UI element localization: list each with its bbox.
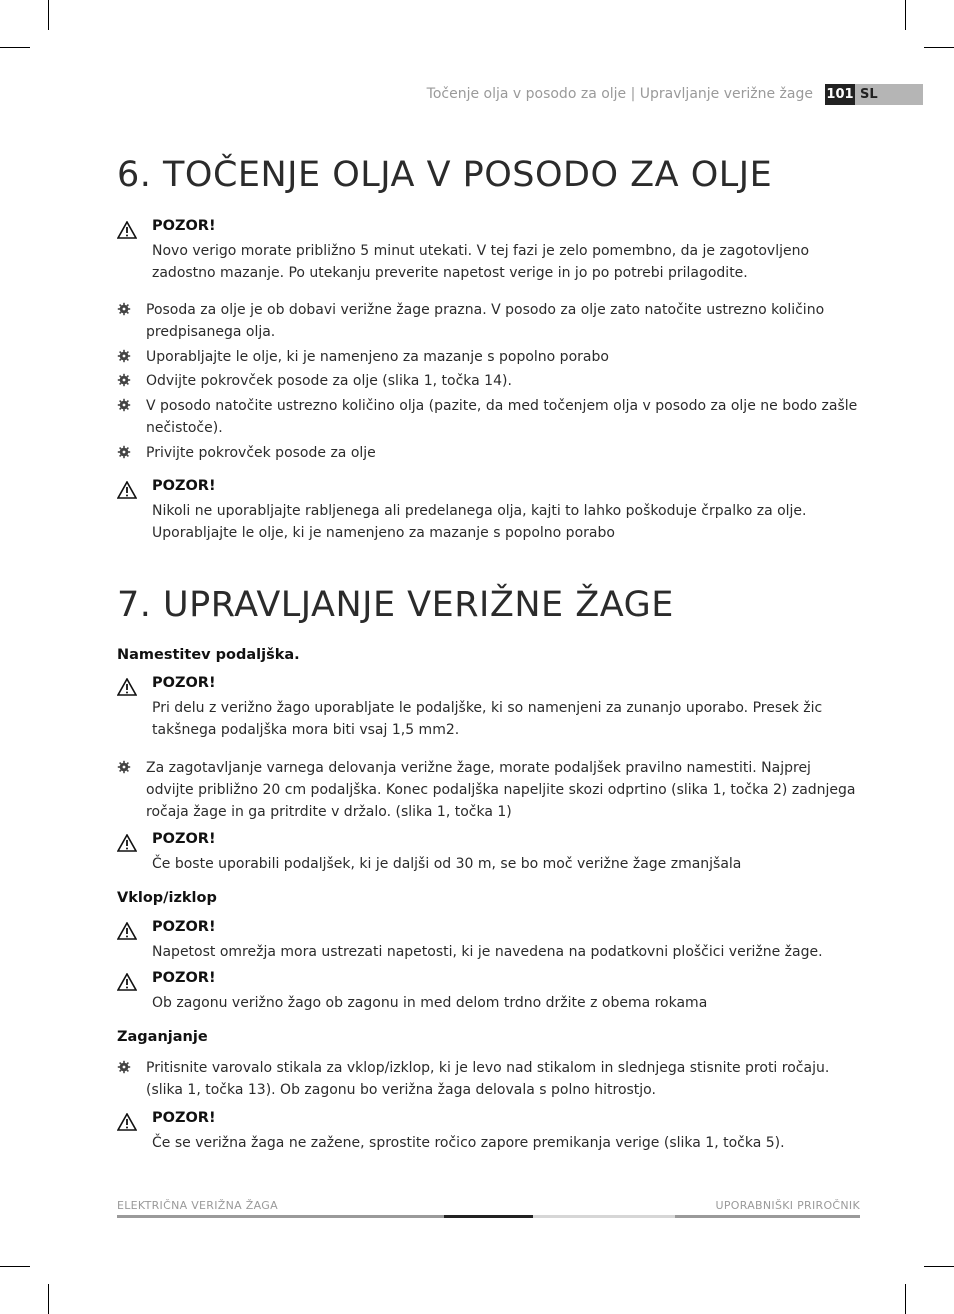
gear-bullet-icon (117, 1060, 131, 1074)
page-header (0, 84, 954, 106)
warning-title: POZOR! (152, 218, 216, 234)
gear-bullet-icon (117, 445, 131, 459)
crop-mark (905, 0, 906, 30)
warning-block (117, 919, 862, 963)
warning-triangle-icon (117, 678, 137, 696)
list-item (117, 299, 862, 343)
warning-title: POZOR! (152, 478, 216, 494)
crop-mark (905, 1284, 906, 1314)
list-item (117, 1057, 862, 1101)
gear-bullet-icon (117, 760, 131, 774)
warning-triangle-icon (117, 1113, 137, 1131)
subheading: Vklop/izklop (117, 890, 217, 906)
warning-block (117, 675, 862, 741)
crop-mark (48, 0, 49, 30)
crop-mark (0, 1266, 30, 1267)
warning-title: POZOR! (152, 970, 216, 986)
gear-bullet-icon (117, 302, 131, 316)
list-item-text: V posodo natočite ustrezno količino olja (pazite, da med točenjem olja v posodo za olje ne bodo zašle nečistoče). (146, 398, 858, 436)
list-item (117, 757, 862, 823)
language-tag: SL (855, 84, 923, 105)
crop-mark (924, 47, 954, 48)
list-item (117, 395, 862, 439)
list-item-text: Posoda za olje je ob dobavi verižne žage prazna. V posodo za olje zato natočite ustrezno količino predpisanega olja. (146, 302, 825, 340)
list-item-line: (slika 1, točka 13). Ob zagonu bo verižna žaga delovala s polno hitrostjo. (146, 1082, 656, 1098)
list-item (117, 370, 862, 392)
gear-bullet-icon (117, 349, 131, 363)
list-item-text: Za zagotavljanje varnega delovanja verižne žage, morate podaljšek pravilno namestiti. Najprej odvijte približno 20 cm podaljška. Konec podaljška napeljite skozi odprtino (slika 1, točka 2) zadnjega ročaja žage in ga pritrdite v držalo. (slika 1, točka 1) (146, 760, 856, 820)
subheading: Zaganjanje (117, 1029, 208, 1045)
subheading: Namestitev podaljška. (117, 647, 300, 663)
warning-triangle-icon (117, 221, 137, 239)
warning-text: Novo verigo morate približno 5 minut utekati. V tej fazi je zelo pomembno, da je zagotovljeno zadostno mazanje. Po utekanju preverite napetost verige in jo po potrebi prilagodite. (152, 243, 810, 281)
warning-text: Če se verižna žaga ne zažene, sprostite ročico zapore premikanja verige (slika 1, točka 5). (152, 1135, 785, 1151)
section-6-title: 6. TOČENJE OLJA V POSODO ZA OLJE (117, 155, 773, 195)
gear-bullet-icon (117, 373, 131, 387)
warning-text: Nikoli ne uporabljajte rabljenega ali predelanega olja, kajti to lahko poškoduje črpalko za olje. Uporabljajte le olje, ki je namenjeno za mazanje s popolno porabo (152, 503, 807, 541)
footer-product-name: ELEKTRIČNA VERIŽNA ŽAGA (117, 1199, 278, 1212)
warning-block (117, 1110, 862, 1154)
section-7-title: 7. UPRAVLJANJE VERIŽNE ŽAGE (117, 585, 674, 625)
breadcrumb: Točenje olja v posodo za olje | Upravljanje verižne žage (426, 86, 813, 102)
footer-manual-name: UPORABNIŠKI PRIROČNIK (715, 1199, 860, 1212)
footer-rule (444, 1215, 533, 1218)
list-item (117, 346, 862, 368)
footer-rule (533, 1215, 675, 1218)
warning-triangle-icon (117, 481, 137, 499)
warning-title: POZOR! (152, 919, 216, 935)
crop-mark (48, 1284, 49, 1314)
crop-mark (0, 47, 30, 48)
warning-block (117, 831, 862, 875)
warning-title: POZOR! (152, 1110, 216, 1126)
list-item-text: Odvijte pokrovček posode za olje (slika 1, točka 14). (146, 373, 512, 389)
warning-triangle-icon (117, 973, 137, 991)
warning-text: Ob zagonu verižno žago ob zagonu in med delom trdno držite z obema rokama (152, 995, 708, 1011)
warning-triangle-icon (117, 834, 137, 852)
warning-title: POZOR! (152, 831, 216, 847)
list-item-text (146, 1057, 862, 1101)
footer-rule (117, 1215, 444, 1218)
list-item-line: Pritisnite varovalo stikala za vklop/izklop, ki je levo nad stikalom in slednjega stisnite proti ročaju. (146, 1060, 830, 1076)
warning-text: Napetost omrežja mora ustrezati napetosti, ki je navedena na podatkovni ploščici verižne žage. (152, 944, 823, 960)
list-item-text: Uporabljajte le olje, ki je namenjeno za mazanje s popolno porabo (146, 349, 609, 365)
warning-title: POZOR! (152, 675, 216, 691)
warning-block (117, 478, 862, 544)
page-number: 101 (825, 84, 855, 105)
warning-block (117, 970, 862, 1014)
gear-bullet-icon (117, 398, 131, 412)
crop-mark (924, 1266, 954, 1267)
warning-text: Če boste uporabili podaljšek, ki je daljši od 30 m, se bo moč verižne žage zmanjšala (152, 856, 742, 872)
warning-text: Pri delu z verižno žago uporabljate le podaljške, ki so namenjeni za zunanjo uporabo. Presek žic takšnega podaljška mora biti vsaj 1,5 mm2. (152, 700, 823, 738)
warning-triangle-icon (117, 922, 137, 940)
warning-block (117, 218, 862, 284)
footer-rule (675, 1215, 860, 1218)
list-item-text: Privijte pokrovček posode za olje (146, 445, 376, 461)
list-item (117, 442, 862, 464)
